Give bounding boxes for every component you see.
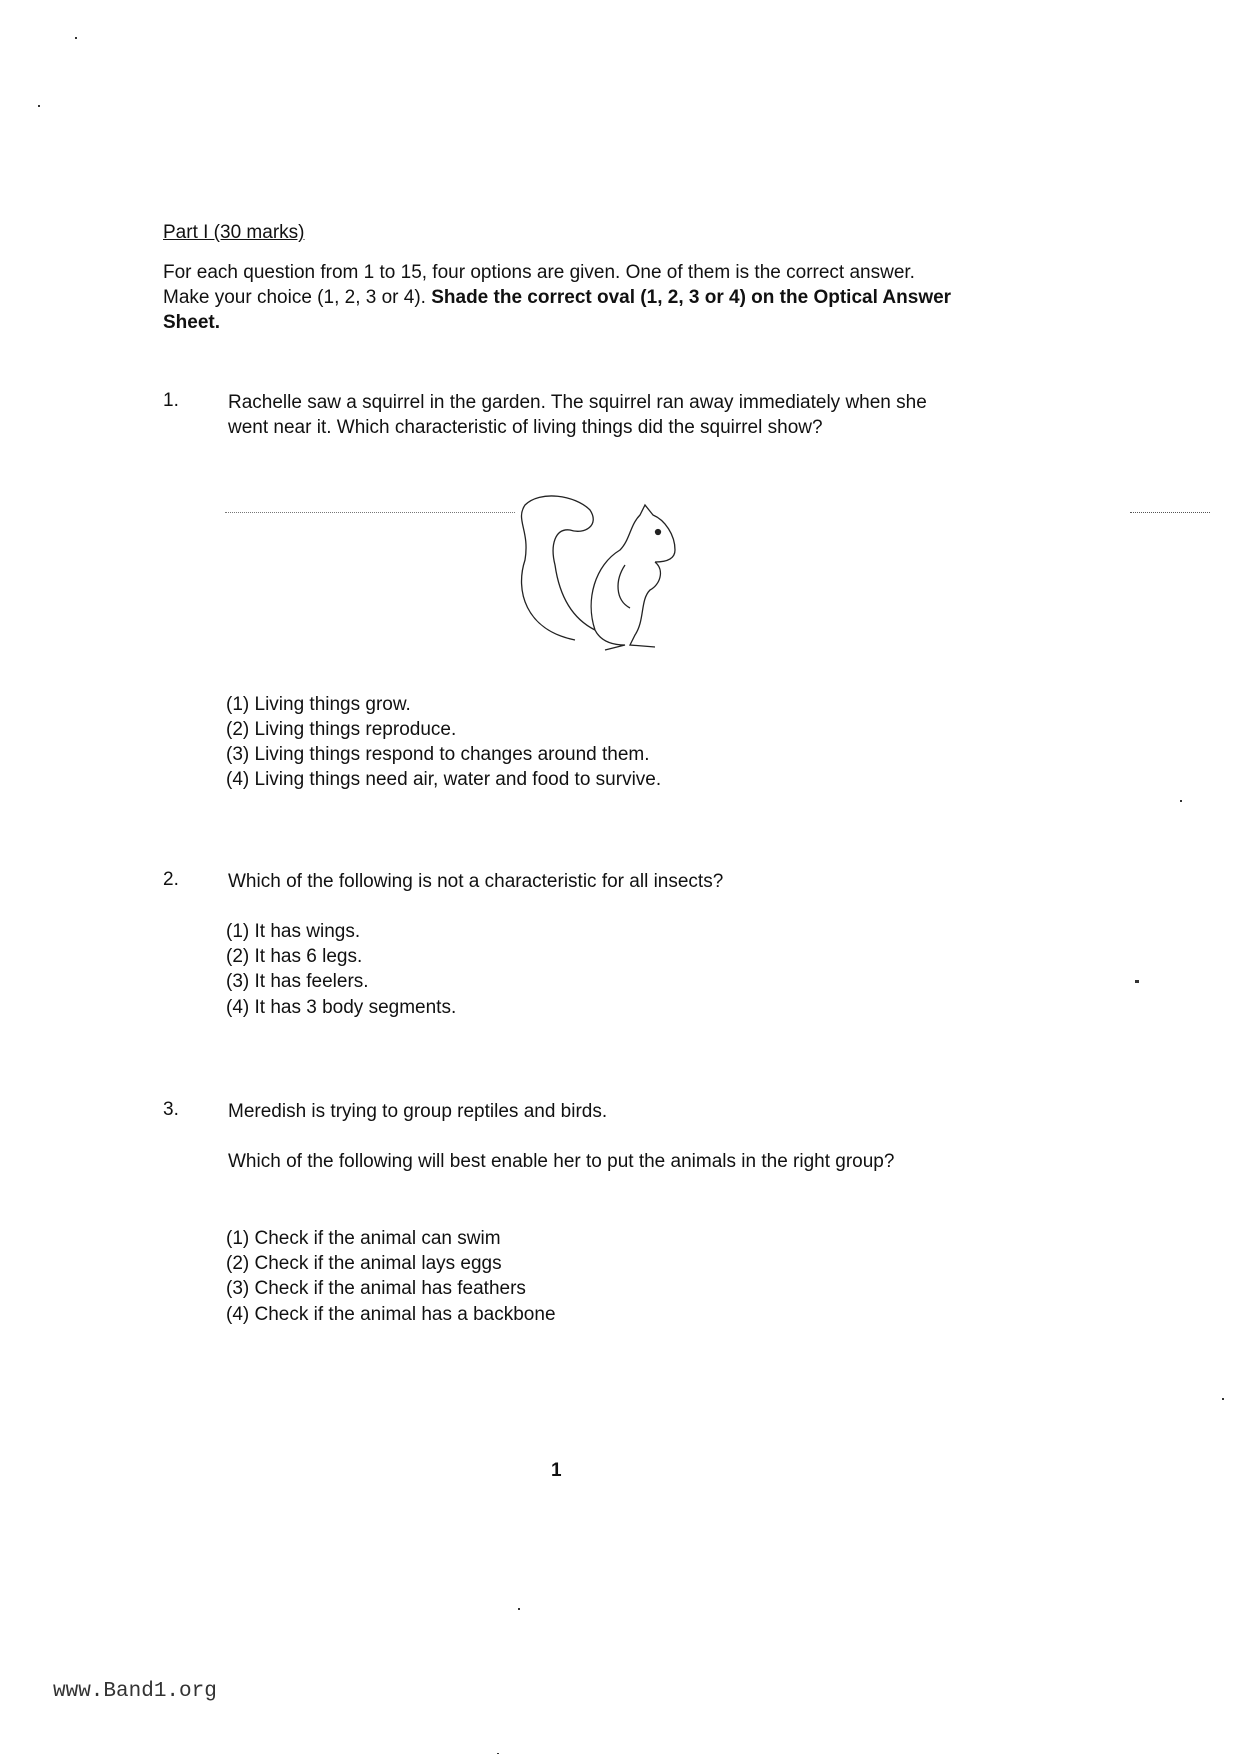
scan-speck: [38, 105, 40, 107]
answer-option: (3) Living things respond to changes around them.: [226, 744, 650, 765]
answer-option: (4) Check if the animal has a backbone: [226, 1304, 556, 1325]
answer-option: (2) It has 6 legs.: [226, 946, 363, 967]
scan-speck: [75, 37, 77, 39]
scan-speck: [1135, 980, 1139, 983]
page-number: 1: [551, 1460, 562, 1481]
question-number: 2.: [163, 869, 179, 890]
instructions: [163, 260, 963, 335]
section-title: Part I (30 marks): [163, 222, 305, 243]
answer-option: (4) It has 3 body segments.: [226, 997, 457, 1018]
answer-option: (2) Check if the animal lays eggs: [226, 1253, 502, 1274]
question-text: Which of the following is not a characteristic for all insects?: [228, 871, 724, 892]
footer-watermark: www.Band1.org: [53, 1680, 217, 1703]
question-text: Rachelle saw a squirrel in the garden. The squirrel ran away immediately when she went near it. Which characteristic of living things did the squirrel show?: [228, 392, 927, 438]
answer-option: (1) It has wings.: [226, 921, 361, 942]
scan-speck: [1222, 1398, 1224, 1400]
instructions-bold: Shade the correct oval (1, 2, 3 or 4) on the Optical Answer Sheet.: [163, 287, 952, 333]
instructions-text: For each question from 1 to 15, four options are given. One of them is the correct answer. Make your choice (1, 2, 3 or 4).: [163, 262, 915, 308]
answer-option: (2) Living things reproduce.: [226, 719, 457, 740]
scan-mark: [1130, 512, 1210, 513]
dotted-line: [225, 512, 515, 513]
squirrel-illustration: [505, 490, 715, 665]
question-number: 3.: [163, 1099, 179, 1120]
answer-option: (1) Living things grow.: [226, 694, 411, 715]
answer-option: (4) Living things need air, water and food to survive.: [226, 769, 662, 790]
question-number: 1.: [163, 390, 179, 411]
answer-option: (1) Check if the animal can swim: [226, 1228, 501, 1249]
question-subtext: Which of the following will best enable her to put the animals in the right group?: [228, 1151, 895, 1172]
scan-speck: [518, 1608, 520, 1610]
answer-option: (3) Check if the animal has feathers: [226, 1278, 526, 1299]
answer-option: (3) It has feelers.: [226, 971, 369, 992]
scan-speck: [1180, 800, 1182, 802]
question-text: Meredish is trying to group reptiles and birds.: [228, 1101, 608, 1122]
